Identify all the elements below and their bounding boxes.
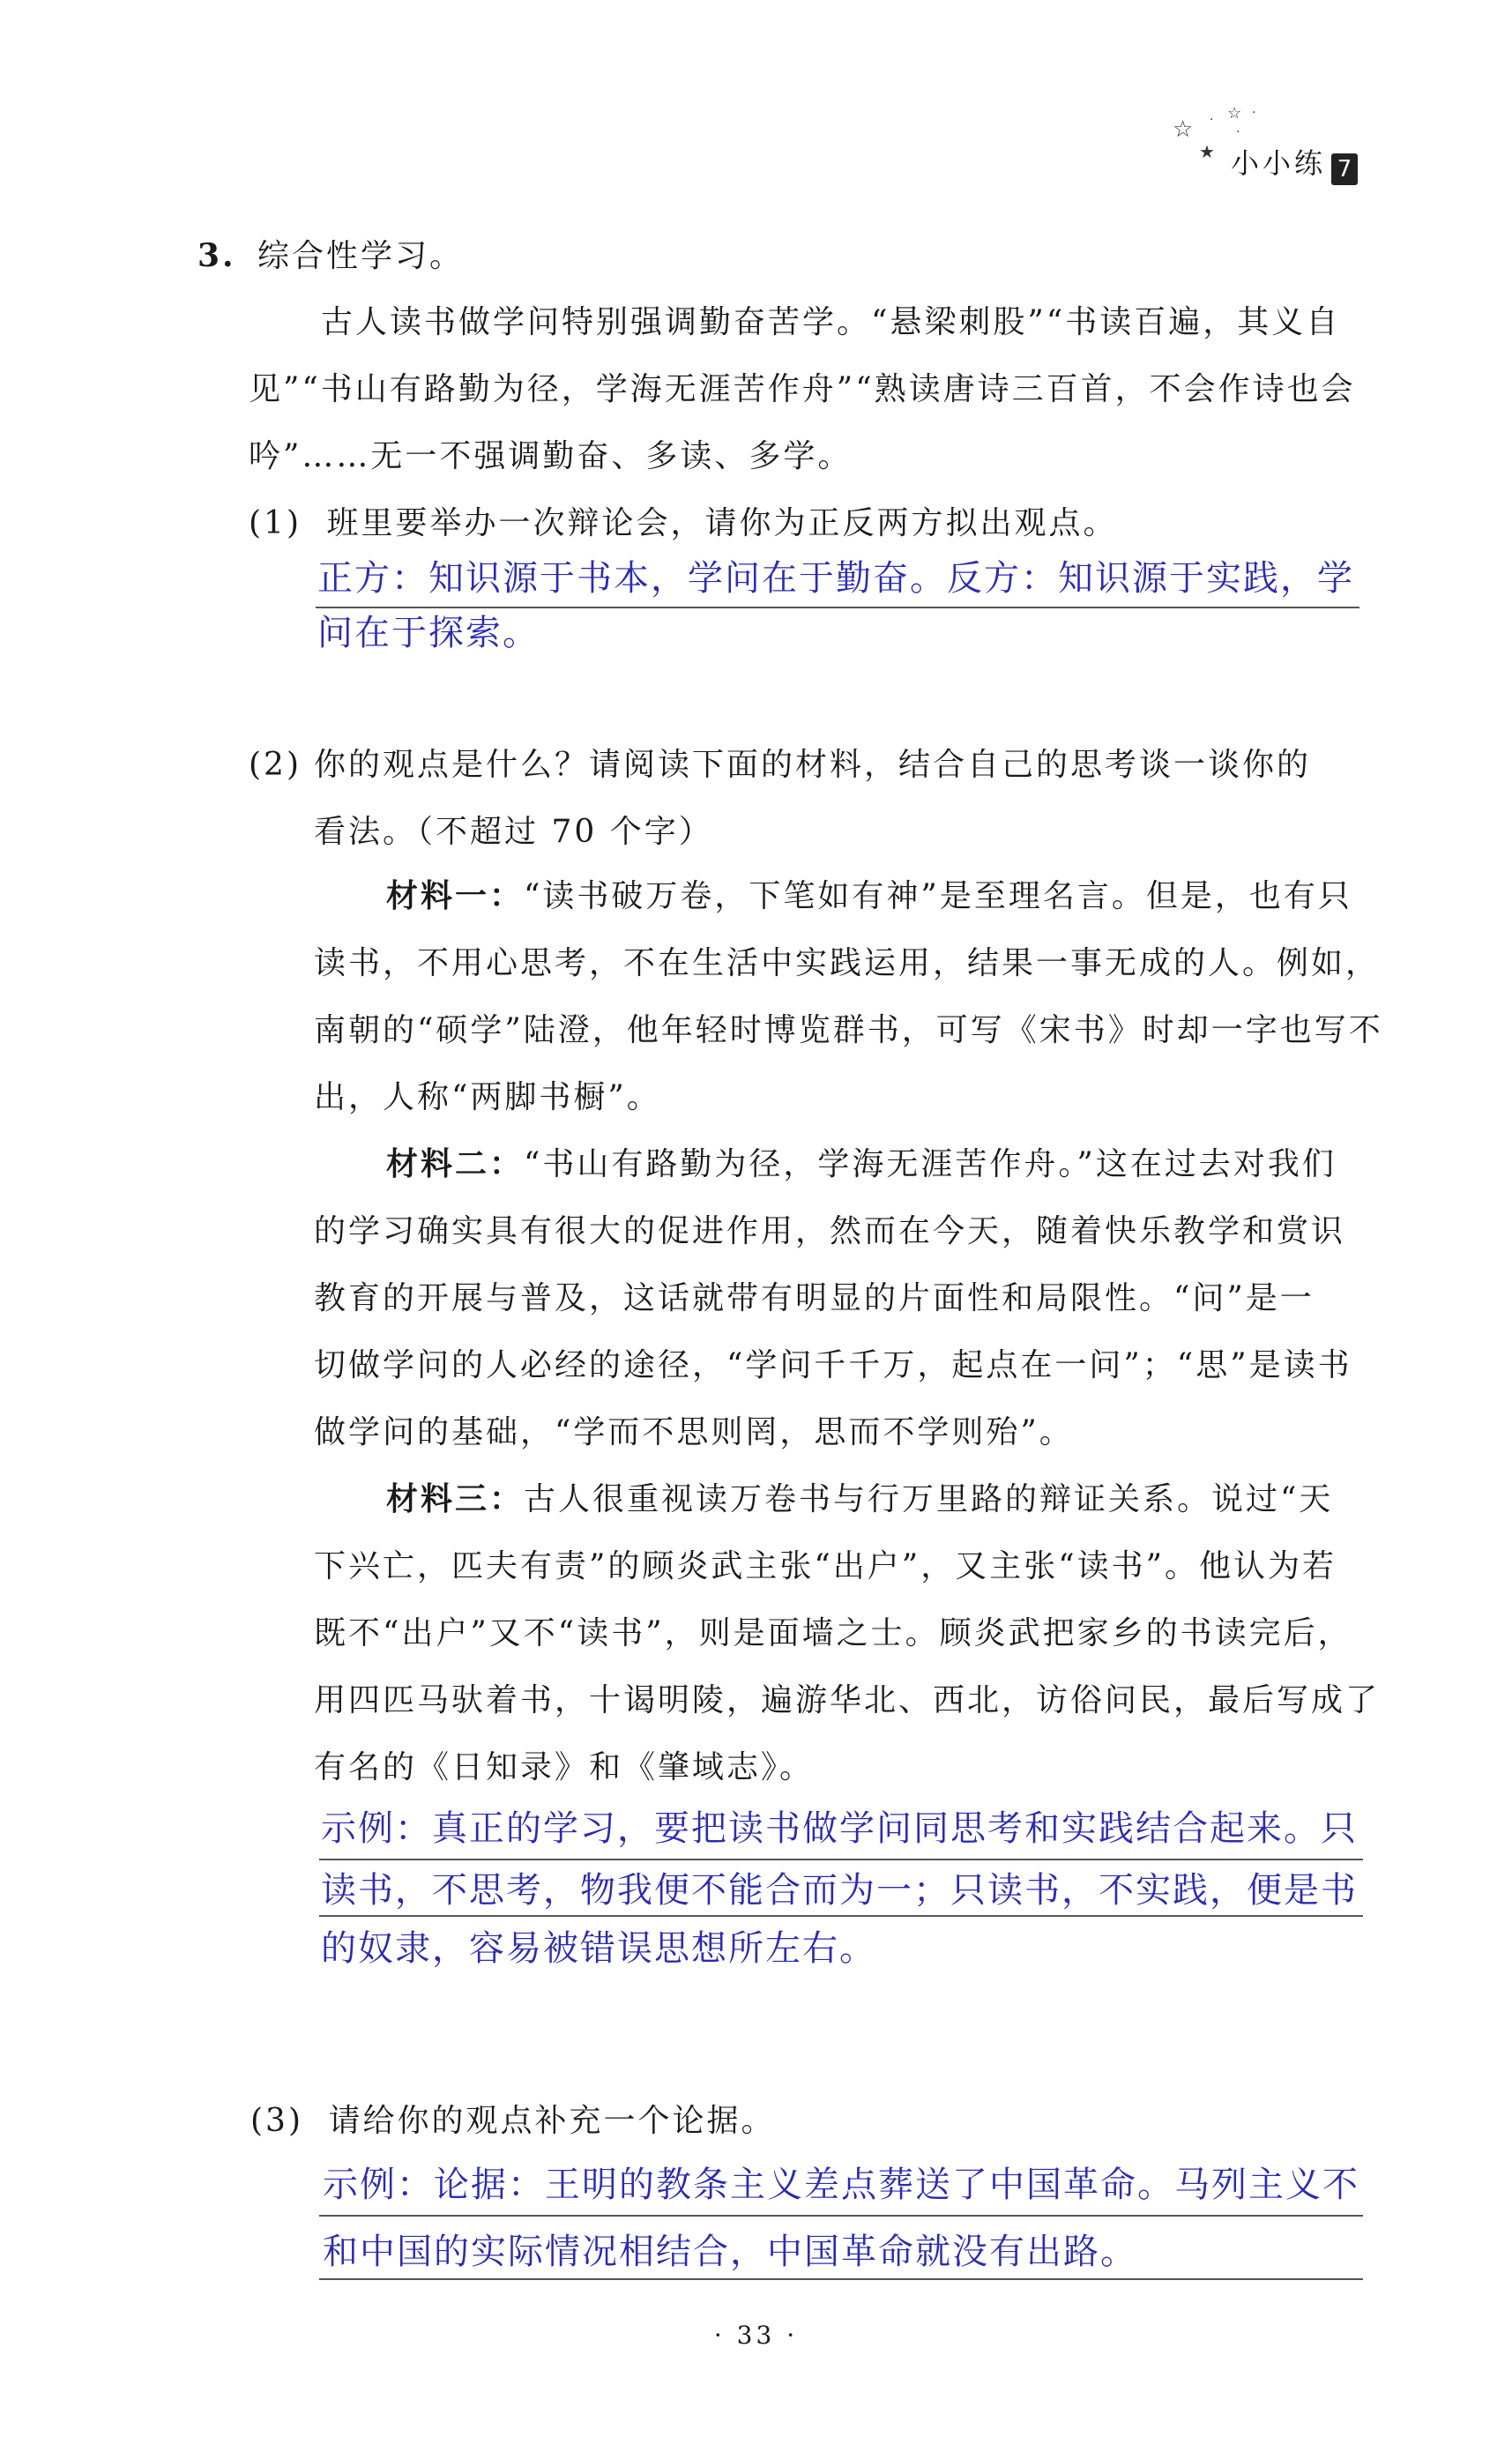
star-icon: ☆ — [1173, 116, 1194, 143]
header-badge: 7 — [1331, 153, 1358, 185]
section-title: 综合性学习。 — [257, 238, 465, 274]
material-line: “读书破万卷，下笔如有神”是至理名言。但是，也有只 — [524, 878, 1352, 914]
page-number: · 33 · — [713, 2321, 799, 2350]
answer-rule — [319, 1915, 1363, 1917]
material-2 — [314, 1130, 1352, 1466]
question-3 — [250, 2088, 775, 2155]
question-text: 班里要举办一次辩论会，请你为正反两方拟出观点。 — [326, 505, 1118, 541]
material-title: 材料三： — [386, 1480, 525, 1517]
question-text: 你的观点是什么？请阅读下面的材料，结合自己的思考谈一谈你的 — [314, 747, 1312, 783]
answer-rule — [319, 2278, 1363, 2280]
material-line: 有名的《日知录》和《肇域志》。 — [314, 1749, 815, 1785]
answer-1 — [317, 550, 1354, 660]
material-line: 既不“出户”又不“读书”，则是面墙之士。顾炎武把家乡的书读完后， — [314, 1615, 1352, 1651]
material-line: 古人很重视读万卷书与行万里路的辩证关系。说过“天 — [524, 1481, 1334, 1517]
material-line: 切做学问的人必经的途径，“学问千千万，起点在一问”；“思”是读书 — [314, 1347, 1352, 1383]
section-heading — [197, 222, 464, 290]
material-line: 做学问的基础，“学而不思则罔，思而不学则殆”。 — [314, 1414, 1074, 1450]
answer-rule — [319, 2215, 1363, 2217]
question-label: (1) — [249, 505, 302, 541]
answer-2 — [321, 1800, 1358, 1979]
answer-line: 读书，不思考，物我便不能合而为一；只读书，不实践，便是书 — [321, 1870, 1358, 1911]
material-line: 的学习确实具有很大的促进作用，然而在今天，随着快乐教学和赏识 — [314, 1213, 1346, 1249]
answer-3 — [323, 2157, 1359, 2291]
question-label: (2) — [249, 747, 302, 783]
material-line: “书山有路勤为径，学海无涯苦作舟。”这在过去对我们 — [524, 1146, 1337, 1182]
star-icon: · — [1210, 113, 1214, 127]
star-icon: · — [1236, 125, 1240, 139]
answer-line: 示例：真正的学习，要把读书做学问同思考和实践结合起来。只 — [321, 1808, 1358, 1849]
question-text: 看法。（不超过 70 个字） — [314, 814, 713, 850]
star-icon: · — [1252, 106, 1256, 120]
material-title: 材料二： — [386, 1145, 525, 1182]
material-line: 教育的开展与普及，这话就带有明显的片面性和局限性。“问”是一 — [314, 1280, 1315, 1316]
header-label: 小小练 — [1231, 146, 1327, 180]
answer-line: 和中国的实际情况相结合，中国革命就没有出路。 — [323, 2232, 1137, 2272]
material-line: 用四匹马驮着书，十谒明陵，遍游华北、西北，访俗问民，最后写成了 — [314, 1682, 1381, 1718]
material-line: 读书，不用心思考，不在生活中实践运用，结果一事无成的人。例如， — [314, 945, 1381, 981]
material-title: 材料一： — [386, 877, 525, 914]
intro-line: 吟”……无一不强调勤奋、多读、多学。 — [249, 438, 853, 474]
answer-rule — [316, 607, 1359, 608]
material-line: 下兴亡，匹夫有责”的顾炎武主张“出户”，又主张“读书”。他认为若 — [314, 1548, 1337, 1584]
question-label: (3) — [250, 2103, 303, 2139]
material-3 — [314, 1465, 1380, 1801]
intro-line: 见”“书山有路勤为径，学海无涯苦作舟”“熟读唐诗三百首，不会作诗也会 — [249, 371, 1356, 407]
star-icon: ★ — [1199, 141, 1215, 162]
answer-line: 问在于探索。 — [317, 613, 540, 653]
star-icon: ☆ — [1227, 104, 1242, 123]
answer-line: 正方：知识源于书本，学问在于勤奋。反方：知识源于实践，学 — [317, 558, 1354, 599]
header — [1231, 141, 1358, 185]
intro-line: 古人读书做学问特别强调勤奋苦学。“悬梁刺股”“书读百遍，其义自 — [321, 304, 1341, 340]
section-intro — [249, 289, 1356, 490]
answer-line: 的奴隶，容易被错误思想所左右。 — [321, 1928, 876, 1969]
section-number: 3. — [197, 237, 236, 274]
question-text: 请给你的观点补充一个论据。 — [328, 2103, 776, 2139]
answer-rule — [319, 1859, 1363, 1860]
answer-line: 示例：论据：王明的教条主义差点葬送了中国革命。马列主义不 — [323, 2165, 1359, 2205]
question-1 — [249, 490, 1117, 557]
material-line: 南朝的“硕学”陆澄，他年轻时博览群书，可写《宋书》时却一字也写不 — [314, 1012, 1383, 1048]
material-1 — [314, 862, 1383, 1131]
question-2 — [249, 732, 1311, 866]
material-line: 出，人称“两脚书橱”。 — [314, 1079, 661, 1115]
